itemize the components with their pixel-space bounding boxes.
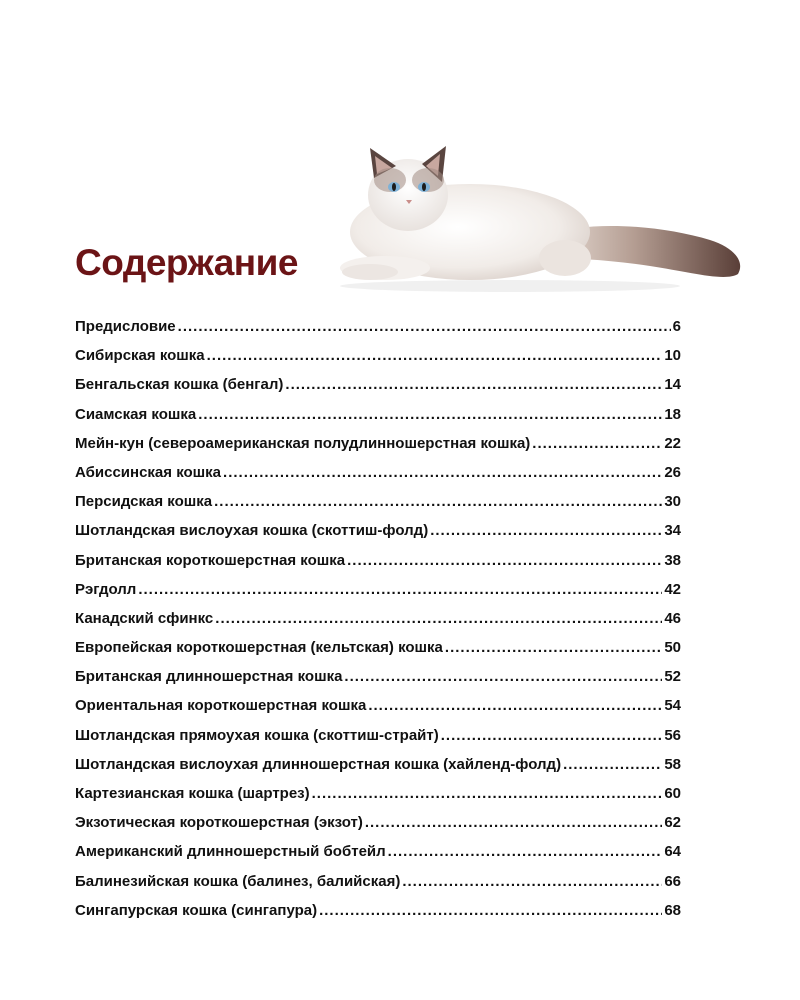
toc-entry-title: Европейская короткошерстная (кельтская) кошка [75, 639, 443, 657]
dot-leader [198, 406, 662, 423]
toc-entry-page: 56 [664, 726, 681, 744]
dot-leader [402, 873, 662, 890]
toc-entry-page: 54 [664, 697, 681, 715]
dot-leader [388, 843, 663, 860]
toc-entry-page: 66 [664, 872, 681, 890]
toc-entry-title: Шотландская вислоухая кошка (скоттиш-фолд) [75, 522, 429, 540]
toc-entry[interactable] [75, 639, 681, 668]
dot-leader [441, 727, 663, 744]
toc-entry[interactable] [75, 843, 681, 872]
toc-entry-page: 30 [664, 493, 681, 511]
toc-entry[interactable] [75, 697, 681, 726]
toc-entry-title: Абиссинская кошка [75, 463, 222, 481]
toc-entry-title: Британская длинношерстная кошка [75, 668, 343, 686]
toc-entry[interactable] [75, 406, 681, 435]
dot-leader [445, 639, 662, 656]
dot-leader [319, 902, 662, 919]
toc-entry-title: Картезианская кошка (шартрез) [75, 785, 310, 802]
page-title: Содержание [75, 242, 298, 283]
dot-leader [430, 522, 662, 539]
ragdoll-cat-photo [330, 140, 750, 300]
toc-entry-page: 6 [672, 318, 681, 335]
toc-entry-page: 42 [664, 580, 681, 598]
toc-entry-page: 50 [664, 639, 681, 657]
toc-entry[interactable] [75, 756, 681, 785]
toc-entry-page: 68 [664, 901, 681, 919]
toc-entry-title: Экзотическая короткошерстная (экзот) [75, 814, 363, 832]
toc-entry-page: 26 [664, 463, 681, 481]
dot-leader [312, 785, 663, 802]
dot-leader [223, 464, 662, 481]
dot-leader [215, 610, 662, 627]
toc-entry-page: 14 [664, 376, 681, 394]
toc-entry-page: 46 [664, 609, 681, 627]
toc-entry-page: 38 [664, 551, 681, 569]
toc-entry[interactable] [75, 785, 681, 814]
dot-leader [214, 493, 662, 510]
dot-leader [532, 435, 662, 452]
toc-entry-title: Шотландская вислоухая длинношерстная кошка (хайленд-фолд) [75, 755, 562, 773]
dot-leader [368, 697, 662, 714]
toc-entry-title: Бенгальская кошка (бенгал) [75, 376, 284, 394]
toc-entry-title: Персидская кошка [75, 493, 213, 511]
toc-entry[interactable] [75, 902, 681, 931]
toc-entry-page: 64 [664, 843, 681, 861]
toc-entry[interactable] [75, 347, 681, 376]
dot-leader [138, 581, 662, 598]
table-of-contents [75, 318, 681, 931]
toc-entry-page: 34 [664, 522, 681, 540]
toc-entry-page: 62 [664, 814, 681, 832]
toc-entry[interactable] [75, 522, 681, 551]
dot-leader [285, 376, 662, 393]
toc-entry[interactable] [75, 814, 681, 843]
toc-entry-title: Предисловие [75, 318, 176, 335]
toc-entry-page: 10 [664, 347, 681, 365]
toc-entry[interactable] [75, 435, 681, 464]
toc-entry-title: Сиамская кошка [75, 405, 197, 423]
dot-leader [178, 318, 671, 335]
dot-leader [207, 347, 663, 364]
toc-entry-title: Сибирская кошка [75, 347, 205, 365]
toc-entry-page: 22 [664, 434, 681, 452]
toc-entry-page: 52 [664, 668, 681, 686]
toc-entry-page: 18 [664, 405, 681, 423]
dot-leader [365, 814, 662, 831]
dot-leader [347, 552, 662, 569]
toc-entry[interactable] [75, 493, 681, 522]
toc-entry[interactable] [75, 727, 681, 756]
dot-leader [344, 668, 662, 685]
toc-entry-title: Рэгдолл [75, 580, 137, 598]
toc-entry-title: Британская короткошерстная кошка [75, 551, 346, 569]
dot-leader [563, 756, 662, 773]
toc-entry[interactable] [75, 464, 681, 493]
toc-entry-page: 60 [664, 785, 681, 802]
toc-entry[interactable] [75, 318, 681, 347]
toc-entry[interactable] [75, 552, 681, 581]
toc-entry-title: Мейн-кун (североамериканская полудлинношерстная кошка) [75, 434, 531, 452]
toc-entry-page: 58 [664, 755, 681, 773]
toc-entry[interactable] [75, 873, 681, 902]
toc-entry-title: Ориентальная короткошерстная кошка [75, 697, 367, 715]
toc-entry[interactable] [75, 376, 681, 405]
toc-entry-title: Сингапурская кошка (сингапура) [75, 901, 318, 919]
toc-entry-title: Американский длинношерстный бобтейл [75, 843, 386, 861]
toc-entry-title: Балинезийская кошка (балинез, балийская) [75, 872, 401, 890]
toc-entry[interactable] [75, 610, 681, 639]
toc-entry[interactable] [75, 581, 681, 610]
toc-entry[interactable] [75, 668, 681, 697]
toc-entry-title: Канадский сфинкс [75, 609, 214, 627]
toc-entry-title: Шотландская прямоухая кошка (скоттиш-страйт) [75, 726, 439, 744]
